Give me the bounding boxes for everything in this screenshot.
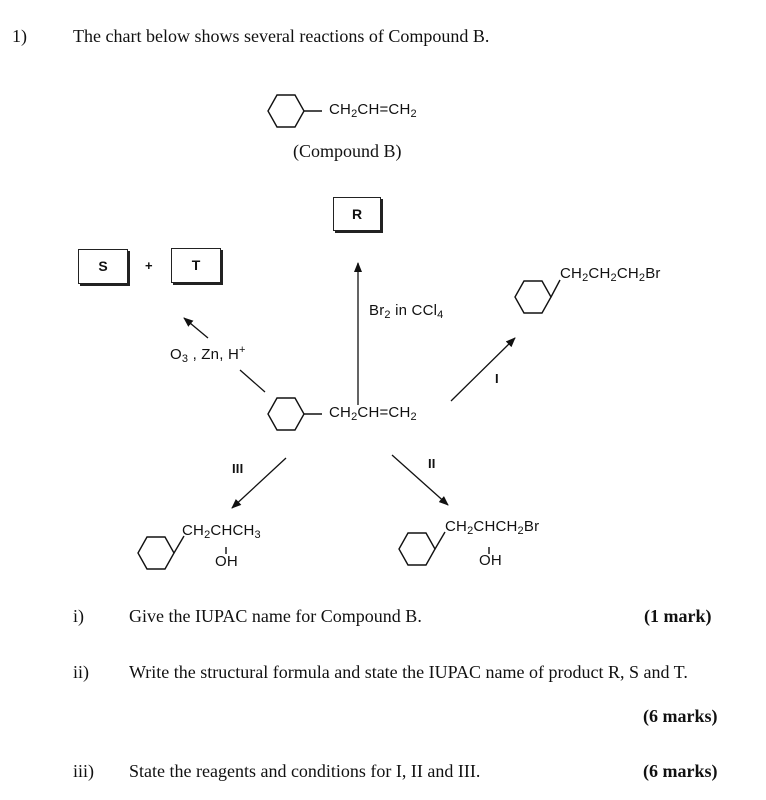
box-r: R	[333, 197, 381, 231]
part-i-text: Give the IUPAC name for Compound B.	[129, 606, 422, 626]
product-ii-oh: OH	[479, 552, 502, 569]
box-s: S	[78, 249, 128, 284]
center-ring	[268, 398, 322, 430]
question-number: 1)	[12, 26, 27, 46]
arrow-ii	[392, 455, 448, 505]
box-t: T	[171, 248, 221, 283]
compound-b-caption: (Compound B)	[293, 141, 402, 161]
part-i-number: i)	[73, 606, 84, 626]
part-ii-text: Write the structural formula and state the IUPAC name of product R, S and T.	[129, 662, 688, 682]
part-i-marks: (1 mark)	[644, 606, 712, 626]
plus-sign: +	[145, 258, 153, 273]
arrow-up-left-head	[184, 318, 208, 338]
part-iii-marks: (6 marks)	[643, 761, 718, 781]
compound-b-ring	[268, 95, 322, 127]
reagent-ozonolysis: $O_3$ , Zn, H+	[170, 344, 246, 365]
product-i-ring	[515, 280, 560, 313]
question-stem: The chart below shows several reactions of Compound B.	[73, 26, 490, 46]
product-iii-oh: OH	[215, 553, 238, 570]
part-iii-text: State the reagents and conditions for I, II and III.	[129, 761, 481, 781]
label-route-iii: III	[232, 461, 244, 476]
product-ii-formula: $CH_2CHCH_2Br$	[445, 518, 540, 537]
arrow-i	[451, 338, 515, 401]
product-iii-formula: $CH_2CHCH_3$	[182, 522, 261, 541]
label-route-i: I	[495, 371, 499, 386]
part-iii-number: iii)	[73, 761, 94, 781]
part-ii-marks: (6 marks)	[643, 706, 718, 726]
label-route-ii: II	[428, 456, 436, 471]
part-ii-number: ii)	[73, 662, 89, 682]
reagent-up: $Br_2$ in CCl$_4$	[369, 302, 444, 321]
arrow-up-left-tail	[240, 370, 265, 392]
compound-b-substituent: $CH_2CH=CH_2$	[329, 101, 417, 120]
center-substituent: $CH_2CH=CH_2$	[329, 404, 417, 423]
product-i: $CH_2CH_2CH_2Br$	[560, 265, 661, 284]
